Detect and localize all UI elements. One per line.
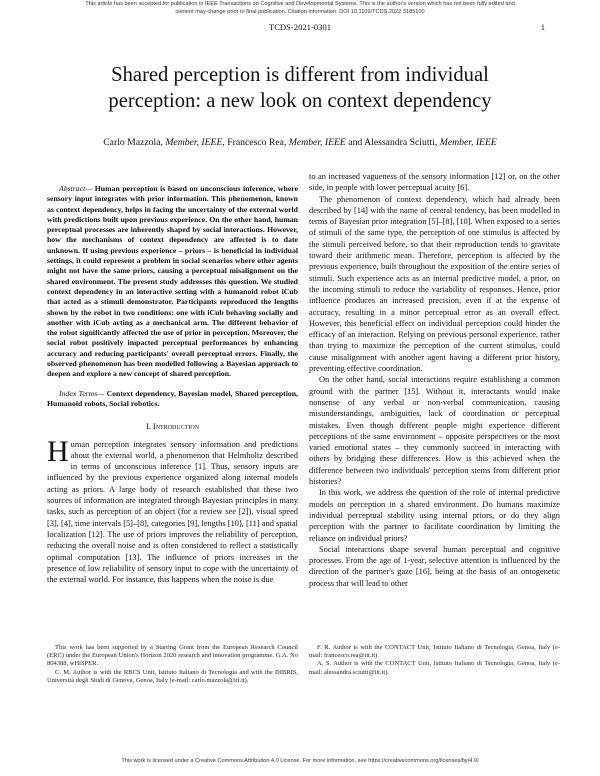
index-terms-text: Context dependency, Bayesian model, Shared perception, Humanoid robots, Social robotics.: [47, 388, 298, 408]
journal-notice-line-2: content may change prior to final publication. Citation information: DOI 10.1109/TCDS.2022.3185100: [175, 9, 425, 15]
drop-cap: H: [47, 434, 69, 468]
footnote-funding: This work has been supported by a Starting Grant from the European Research Council (ERC) under the European Union's Horizon 2020 research and innovation programme. G.A. No 804388, wHiSPER.: [47, 644, 298, 668]
footnotes-right: [309, 644, 560, 677]
license-notice: This work is licensed under a Creative Commons Attribution 4.0 License. For more information, see https://creativecommons.org/licenses/by/4.0/: [121, 758, 479, 764]
author-2-role: Member, IEEE: [288, 137, 346, 148]
left-column: [47, 171, 298, 585]
author-2: Francesco Rea,: [227, 137, 287, 148]
paper-title: [40, 62, 560, 114]
title-line-1: Shared perception is different from individual: [111, 64, 489, 86]
right-column: [309, 171, 560, 589]
author-1-role: Member, IEEE,: [165, 137, 225, 148]
author-3-role: Member, IEEE: [439, 137, 497, 148]
abstract-label: Abstract—: [59, 184, 93, 193]
section-title: Introduction: [152, 422, 200, 432]
intro-paragraph-5: Social interactions shape several human perceptual and cognitive processes. From the age of 1-year, selective attention is influenced by the direction of the partner's gaze [16], being at the basis of an ontogenetic process that will lead to other: [309, 544, 560, 588]
intro-paragraph-1-continued: to an increased vagueness of the sensory information [12] or, on the other side, in people with lower perceptual acuity [6].: [309, 172, 560, 193]
abstract: [47, 184, 298, 380]
author-list: [20, 137, 580, 148]
intro-paragraph-2: The phenomenon of context dependency, which had already been described by [14] with the name of central tendency, has been modelled in terms of Bayesian prior integration [5]–[8], [10]. When exposed to a series of stimuli of the same type, the perception of one stimulus is affected by the stimuli perceived before, so that their reproduction tends to gravitate toward their arithmetic mean. Therefore, perception is affected by the previous experience, built throughout the exposition of the entire series of stimuli. Such experience acts as an internal predictive model, a prior, on the incoming stimuli to reduce the variability of responses. Hence, prior influence produces an increased precision, even if at the expense of accuracy, resulting in a minor perceptual error as an overall effect. However, this beneficial effect on individual perception could hinder the efficacy of an interaction. Relying on previous personal experience, rather than trying to maximize the perception of the current stimulus, could cause misalignment with another agent having a different prior history, preventing effective coordination.: [309, 194, 560, 374]
footnotes-left: [47, 644, 298, 685]
intro-paragraph-4: In this work, we address the question of the role of internal predictive models on perception in a shared environment. Do humans maximize individual perceptual stability using internal priors, or do they align perception with the partner to facilitate coordination by limiting the reliance on individual priors?: [309, 488, 560, 543]
index-terms-label: Index Terms—: [59, 388, 105, 398]
intro-paragraph-3: On the other hand, social interactions require establishing a common ground with the partner [15]. Without it, interactants would make nonsense of any verbal or non-verbal communication, causing misunderstandings, ambiguities, lack of coordination or perceptual mistakes. Even though different people might experience different perceptions of the same environment – opposite perspectives or the most varied emotional states – they commonly succeed in interacting with others by bridging these differences. How is this achieved when the difference between two individuals' perception stems from different prior histories?: [309, 375, 560, 487]
footnote-author-1: C. M. Author is with the RBCS Unit, Istituto Italiano di Tecnologia and with the DIBRIS, Università degli Studi di Genova, Genoa, Italy (e-mail: carlo.mazzola@iit.it).: [47, 668, 298, 684]
journal-notice: [60, 0, 540, 16]
author-3: and Alessandra Sciutti,: [348, 137, 438, 148]
section-heading-introduction: [47, 421, 298, 432]
footnote-author-2: F. R. Author is with the CONTACT Unit, Istituto Italiano di Tecnologia, Genoa, Italy (e-mail: francesco.rea@iit.it).: [309, 644, 560, 660]
section-number: I.: [145, 422, 151, 432]
author-1: Carlo Mazzola,: [103, 137, 163, 148]
footnote-author-3: A. S. Author is with the CONTACT Unit, Istituto Italiano di Tecnologia, Genoa, Italy (e-mail: alessandra.sciutti@iit.it).: [309, 660, 560, 676]
title-line-2: perception: a new look on context dependency: [108, 90, 492, 112]
intro-paragraph-1-text: uman perception integrates sensory information and predictions about the external world, a phenomenon that Helmholtz described in terms of unconscious inference [1]. Thus, sensory inputs are influenced by the previous experience organized along internal models acting as priors. A large body of research established that these two sources of information are integrated through Bayesian principles in many tasks, such as perception of an object (for a review see [2]), visual speed [3], [4], time intervals [5]–[8], categories [9], lengths [10], [11] and spatial localization [12]. The use of priors improves the reliability of perception, reducing the overall noise and is often considered to reflect a statistically optimal computation [13]. The influence of priors increases in the presence of low reliability of sensory input to cope with the uncertainty of the external world. For instance, this happens when the noise is due: [47, 439, 298, 585]
journal-notice-line-1: This article has been accepted for publication in IEEE Transactions on Cognitive and Developmental Systems. This is the author's version which has not been fully edited and: [85, 1, 515, 7]
manuscript-id: TCDS-2021-0301: [268, 22, 332, 32]
index-terms: [47, 389, 298, 410]
intro-paragraph-1: [47, 434, 298, 586]
abstract-text: Human perception is based on unconscious inference, where sensory input integrates with prior information. This phenomenon, known as context dependency, helps in facing the uncertainty of the external world with predictions built upon previous experience. On the other hand, human perceptual processes are inherently shaped by social interactions. However, how the mechanisms of context dependency are affected is to date unknown. If using previous experience – priors – is beneficial in individual settings, it could represent a problem in social scenarios where other agents might not have the same priors, causing a perceptual misalignment on the shared environment. The present study addresses this question. We studied context dependency in an interactive setting with a humanoid robot iCub that acted as a stimuli demonstrator. Participants reproduced the lengths shown by the robot in two conditions: one with iCub behaving socially and another with iCub acting as a mechanical arm. The different behavior of the robot significantly affected the use of prior in perception. Moreover, the social robot positively impacted perceptual performances by enhancing accuracy and reducing participants' overall perceptual errors. Finally, the observed phenomenon has been modelled following a Bayesian approach to deepen and explore a new concept of shared perception.: [47, 184, 299, 379]
page-number: 1: [540, 22, 545, 32]
running-header: [0, 22, 600, 34]
